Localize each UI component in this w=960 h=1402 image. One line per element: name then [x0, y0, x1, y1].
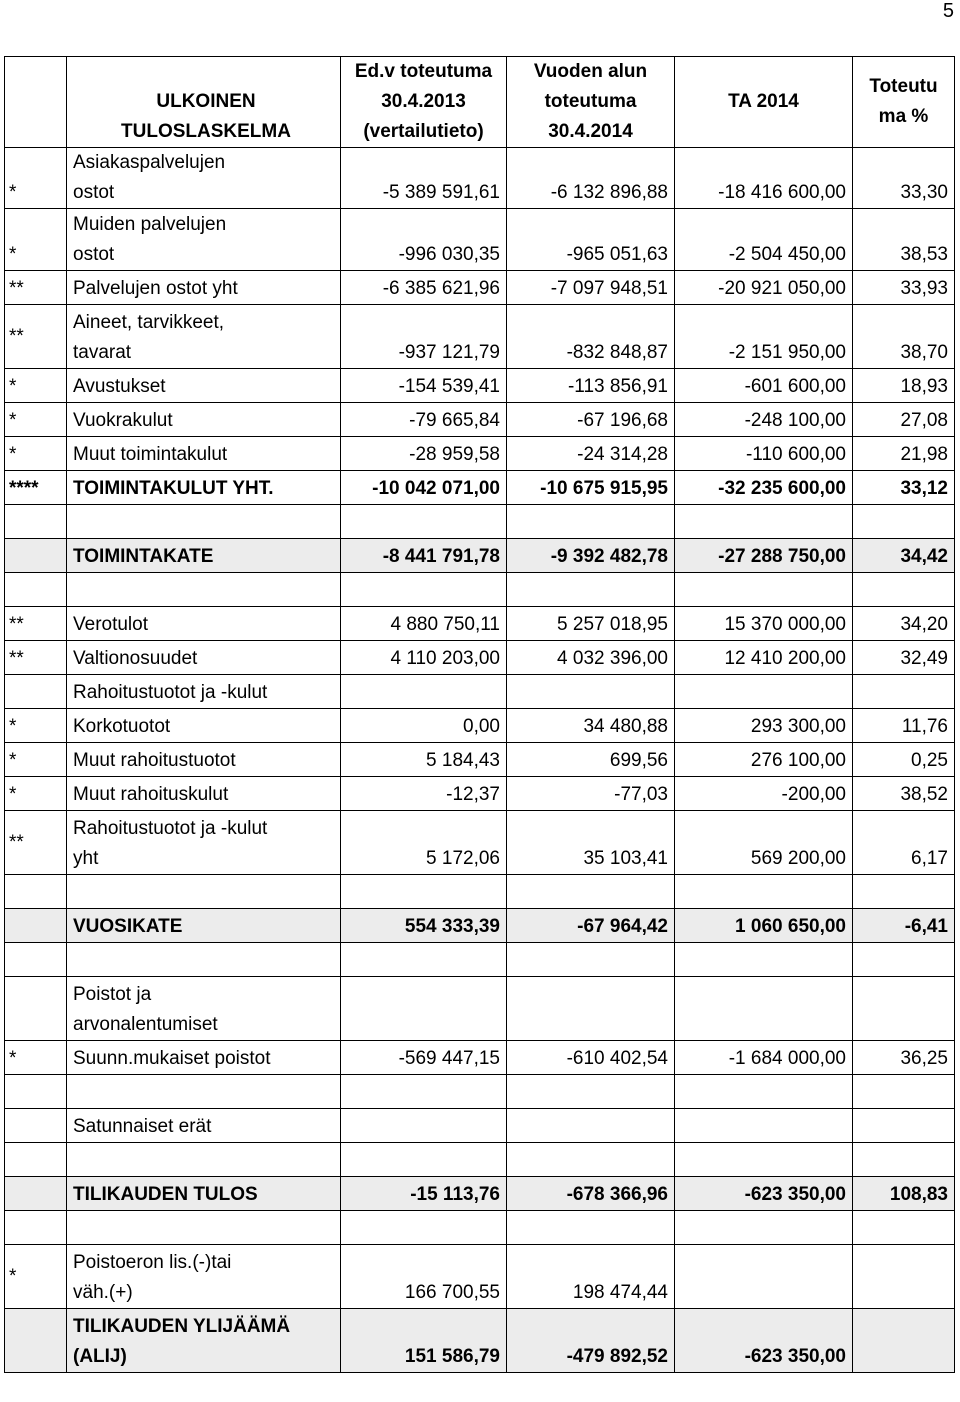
total-row — [5, 1309, 955, 1373]
spacer-row — [5, 1211, 955, 1245]
row-label: Palvelujen ostot yht — [67, 271, 341, 305]
value-2013: -8 441 791,78 — [341, 539, 507, 573]
value-percent — [853, 675, 955, 709]
value-2014: -610 402,54 — [507, 1041, 675, 1075]
row-marker: * — [5, 209, 67, 271]
value-2013: -28 959,58 — [341, 437, 507, 471]
value-percent: 33,93 — [853, 271, 955, 305]
row-marker: ** — [5, 305, 67, 369]
value-2013: -15 113,76 — [341, 1177, 507, 1211]
value-2014: -7 097 948,51 — [507, 271, 675, 305]
row-label: Avustukset — [67, 369, 341, 403]
row-marker — [5, 909, 67, 943]
value-2013: 4 880 750,11 — [341, 607, 507, 641]
value-budget: -200,00 — [675, 777, 853, 811]
row-label: TILIKAUDEN YLIJÄÄMÄ (ALIJ) — [67, 1309, 341, 1373]
value-budget: -20 921 050,00 — [675, 271, 853, 305]
value-2013: 5 172,06 — [341, 811, 507, 875]
value-2014: 198 474,44 — [507, 1245, 675, 1309]
total-row — [5, 909, 955, 943]
value-budget: -18 416 600,00 — [675, 148, 853, 209]
value-2014: -678 366,96 — [507, 1177, 675, 1211]
table-row — [5, 1041, 955, 1075]
spacer-row — [5, 1143, 955, 1177]
value-2013: -937 121,79 — [341, 305, 507, 369]
value-budget: -601 600,00 — [675, 369, 853, 403]
row-marker — [5, 1177, 67, 1211]
row-label: Muiden palvelujen ostot — [67, 209, 341, 271]
row-marker: * — [5, 403, 67, 437]
value-2013 — [341, 675, 507, 709]
header-col2: Vuoden alun toteutuma 30.4.2014 — [507, 57, 675, 148]
value-2013 — [341, 977, 507, 1041]
value-2014 — [507, 977, 675, 1041]
table-row — [5, 437, 955, 471]
value-2013: 166 700,55 — [341, 1245, 507, 1309]
value-2014: -479 892,52 — [507, 1309, 675, 1373]
header-col4: Toteutu ma % — [853, 57, 955, 148]
value-budget: 276 100,00 — [675, 743, 853, 777]
value-2014: -67 964,42 — [507, 909, 675, 943]
value-2014: 4 032 396,00 — [507, 641, 675, 675]
value-percent: 34,42 — [853, 539, 955, 573]
value-2014: 34 480,88 — [507, 709, 675, 743]
page-number: 5 — [942, 0, 954, 22]
value-percent — [853, 1309, 955, 1373]
total-row — [5, 471, 955, 505]
row-marker — [5, 539, 67, 573]
row-marker: * — [5, 369, 67, 403]
header-row — [5, 57, 955, 148]
value-budget: 293 300,00 — [675, 709, 853, 743]
value-percent: 33,12 — [853, 471, 955, 505]
row-marker — [5, 1309, 67, 1373]
value-2014: -832 848,87 — [507, 305, 675, 369]
value-2013: -996 030,35 — [341, 209, 507, 271]
value-2014: 699,56 — [507, 743, 675, 777]
value-percent: 33,30 — [853, 148, 955, 209]
value-2013: 151 586,79 — [341, 1309, 507, 1373]
value-2014: -965 051,63 — [507, 209, 675, 271]
value-percent: 34,20 — [853, 607, 955, 641]
value-2013: -79 665,84 — [341, 403, 507, 437]
value-2014 — [507, 675, 675, 709]
value-2014: -24 314,28 — [507, 437, 675, 471]
value-2014: -113 856,91 — [507, 369, 675, 403]
row-marker: **** — [5, 471, 67, 505]
spacer-row — [5, 573, 955, 607]
row-marker: * — [5, 1041, 67, 1075]
header-star-cell — [5, 57, 67, 148]
row-marker: * — [5, 777, 67, 811]
value-percent: 21,98 — [853, 437, 955, 471]
table-row — [5, 209, 955, 271]
value-2013 — [341, 1109, 507, 1143]
row-label: Valtionosuudet — [67, 641, 341, 675]
value-budget: 12 410 200,00 — [675, 641, 853, 675]
value-budget: -2 504 450,00 — [675, 209, 853, 271]
value-percent: 32,49 — [853, 641, 955, 675]
row-marker: ** — [5, 607, 67, 641]
header-col1: Ed.v toteutuma 30.4.2013 (vertailutieto) — [341, 57, 507, 148]
row-label: VUOSIKATE — [67, 909, 341, 943]
income-statement-table — [4, 56, 955, 1373]
spacer-row — [5, 1075, 955, 1109]
value-percent: 6,17 — [853, 811, 955, 875]
row-marker: * — [5, 709, 67, 743]
value-2013: -12,37 — [341, 777, 507, 811]
row-label: Rahoitustuotot ja -kulut — [67, 675, 341, 709]
row-marker: ** — [5, 641, 67, 675]
value-percent: 0,25 — [853, 743, 955, 777]
row-label: Satunnaiset erät — [67, 1109, 341, 1143]
value-percent: 18,93 — [853, 369, 955, 403]
row-label: TOIMINTAKULUT YHT. — [67, 471, 341, 505]
section-heading-row — [5, 675, 955, 709]
value-2014: -77,03 — [507, 777, 675, 811]
row-label: Poistot ja arvonalentumiset — [67, 977, 341, 1041]
row-label: Muut toimintakulut — [67, 437, 341, 471]
value-2014 — [507, 1109, 675, 1143]
row-marker — [5, 977, 67, 1041]
value-2013: -5 389 591,61 — [341, 148, 507, 209]
row-label: Aineet, tarvikkeet, tavarat — [67, 305, 341, 369]
table-row — [5, 607, 955, 641]
table-row — [5, 148, 955, 209]
header-col3: TA 2014 — [675, 57, 853, 148]
table-row — [5, 777, 955, 811]
row-label: Poistoeron lis.(-)tai väh.(+) — [67, 1245, 341, 1309]
table-row — [5, 811, 955, 875]
value-budget — [675, 675, 853, 709]
value-2014: -6 132 896,88 — [507, 148, 675, 209]
section-heading-row — [5, 977, 955, 1041]
value-2013: -10 042 071,00 — [341, 471, 507, 505]
value-budget: -110 600,00 — [675, 437, 853, 471]
value-budget: -623 350,00 — [675, 1309, 853, 1373]
total-row — [5, 1177, 955, 1211]
table-row — [5, 709, 955, 743]
row-label: Verotulot — [67, 607, 341, 641]
row-label: Korkotuotot — [67, 709, 341, 743]
row-label: Vuokrakulut — [67, 403, 341, 437]
table-row — [5, 305, 955, 369]
value-percent: 38,52 — [853, 777, 955, 811]
total-row — [5, 539, 955, 573]
value-budget: -27 288 750,00 — [675, 539, 853, 573]
value-budget: -623 350,00 — [675, 1177, 853, 1211]
row-marker: * — [5, 1245, 67, 1309]
row-marker — [5, 675, 67, 709]
spacer-row — [5, 505, 955, 539]
value-percent: 36,25 — [853, 1041, 955, 1075]
value-percent: 38,70 — [853, 305, 955, 369]
value-budget — [675, 977, 853, 1041]
value-2013: -569 447,15 — [341, 1041, 507, 1075]
section-heading-row — [5, 1109, 955, 1143]
value-budget: -1 684 000,00 — [675, 1041, 853, 1075]
row-marker: * — [5, 743, 67, 777]
value-percent: 38,53 — [853, 209, 955, 271]
value-2013: 5 184,43 — [341, 743, 507, 777]
value-2014: -9 392 482,78 — [507, 539, 675, 573]
spacer-row — [5, 943, 955, 977]
value-2014: -67 196,68 — [507, 403, 675, 437]
value-budget — [675, 1109, 853, 1143]
table-row — [5, 641, 955, 675]
value-percent: 11,76 — [853, 709, 955, 743]
row-marker: * — [5, 437, 67, 471]
table-row — [5, 1245, 955, 1309]
value-percent: 108,83 — [853, 1177, 955, 1211]
row-marker: * — [5, 148, 67, 209]
value-percent — [853, 977, 955, 1041]
value-2014: 5 257 018,95 — [507, 607, 675, 641]
value-budget: -32 235 600,00 — [675, 471, 853, 505]
value-2014: 35 103,41 — [507, 811, 675, 875]
value-2013: 554 333,39 — [341, 909, 507, 943]
row-label: Muut rahoitustuotot — [67, 743, 341, 777]
value-budget: 1 060 650,00 — [675, 909, 853, 943]
table-row — [5, 403, 955, 437]
value-budget: 15 370 000,00 — [675, 607, 853, 641]
value-2013: 4 110 203,00 — [341, 641, 507, 675]
row-marker: ** — [5, 271, 67, 305]
row-label: Muut rahoituskulut — [67, 777, 341, 811]
value-percent — [853, 1109, 955, 1143]
value-percent — [853, 1245, 955, 1309]
row-label: Rahoitustuotot ja -kulut yht — [67, 811, 341, 875]
spacer-row — [5, 875, 955, 909]
row-label: Asiakaspalvelujen ostot — [67, 148, 341, 209]
row-label: TOIMINTAKATE — [67, 539, 341, 573]
header-title: ULKOINEN TULOSLASKELMA — [67, 57, 341, 148]
row-label: TILIKAUDEN TULOS — [67, 1177, 341, 1211]
value-budget: -2 151 950,00 — [675, 305, 853, 369]
table-row — [5, 271, 955, 305]
table-row — [5, 743, 955, 777]
value-percent: -6,41 — [853, 909, 955, 943]
row-label: Suunn.mukaiset poistot — [67, 1041, 341, 1075]
value-2013: -6 385 621,96 — [341, 271, 507, 305]
value-2013: -154 539,41 — [341, 369, 507, 403]
row-marker: ** — [5, 811, 67, 875]
value-2014: -10 675 915,95 — [507, 471, 675, 505]
row-marker — [5, 1109, 67, 1143]
value-percent: 27,08 — [853, 403, 955, 437]
value-2013: 0,00 — [341, 709, 507, 743]
table-row — [5, 369, 955, 403]
value-budget: -248 100,00 — [675, 403, 853, 437]
value-budget — [675, 1245, 853, 1309]
value-budget: 569 200,00 — [675, 811, 853, 875]
